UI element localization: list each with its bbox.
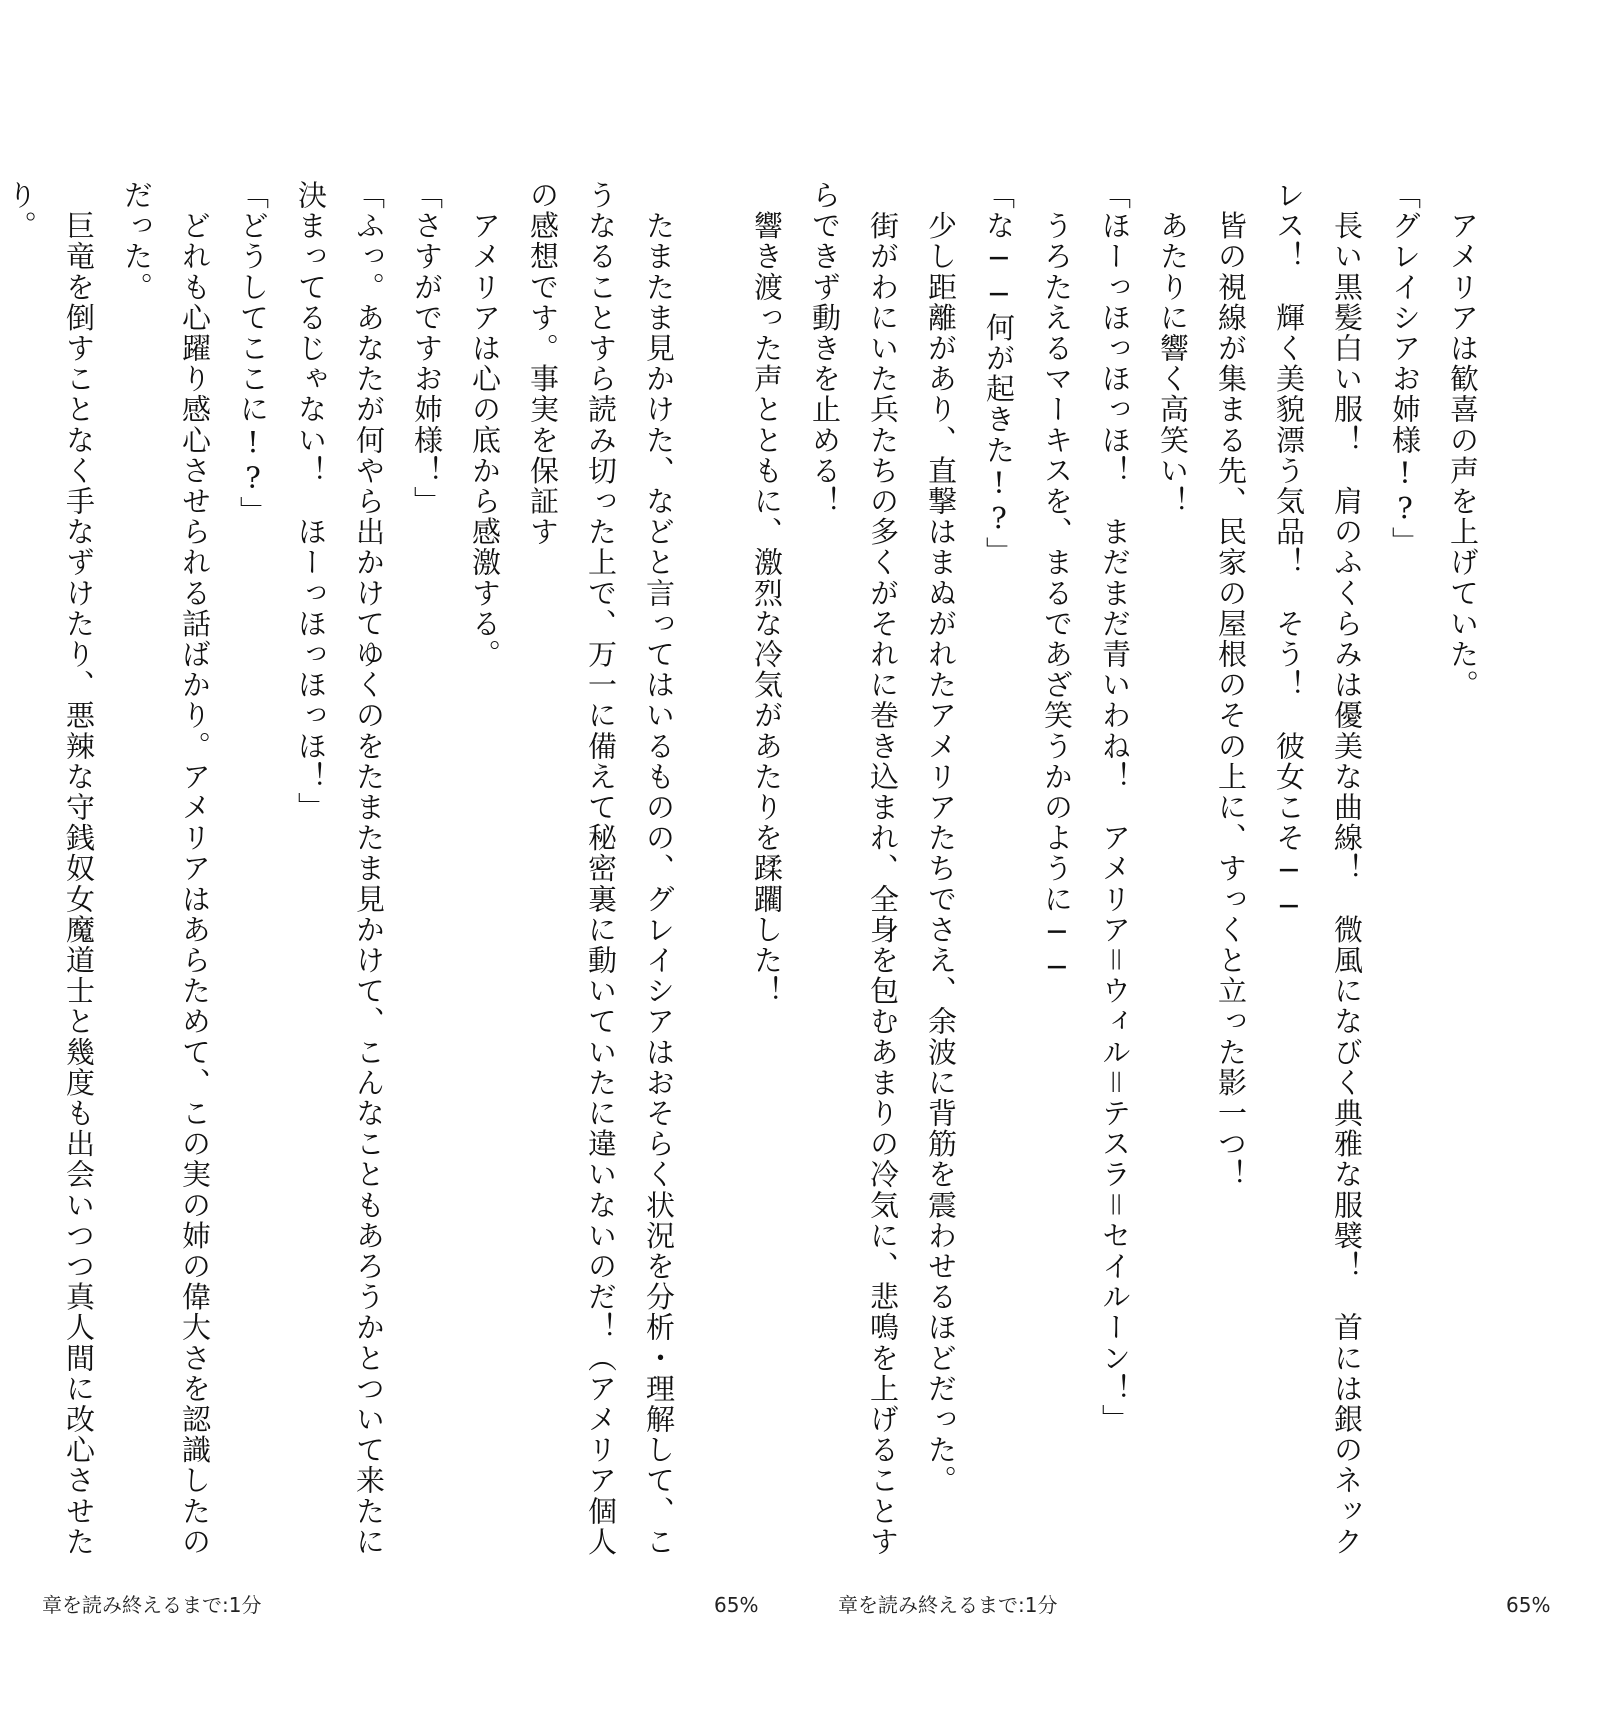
time-remaining-label: 章を読み終えるまで:1分 <box>838 1593 1058 1617</box>
paragraph: アメリアは歓喜の声を上げていた。 <box>1446 180 1480 701</box>
time-remaining-label: 章を読み終えるまで:1分 <box>42 1593 262 1617</box>
paragraph: 「ほーっほっほっほ！ まだまだ青いわね！ アメリア＝ウィル＝テスラ＝セイルーン！」 <box>1098 180 1132 1435</box>
paragraph: 長い黒髪白い服！ 肩のふくらみは優美な曲線！ 微風になびく典雅な服襞！ 首には銀のネックレス！ 輝く美貌漂う気品！ そう！ 彼女こそ── <box>1272 180 1364 1557</box>
paragraph: 「さすがですお姉様！」 <box>410 180 444 517</box>
paragraph: 「ふっ。あなたが何やら出かけてゆくのをたまたま見かけて、こんなこともあろうかとついて来たに決まってるじゃない！ ほーっほっほっほ！」 <box>294 180 386 1557</box>
progress-percent: 65% <box>714 1593 759 1617</box>
right-page-body <box>750 180 1492 1560</box>
paragraph: 街がわにいた兵たちの多くがそれに巻き込まれ、全身を包むあまりの冷気に、悲鳴を上げることすらできず動きを止める！ <box>808 180 900 1557</box>
paragraph: うろたえるマーキスを、まるであざ笑うかのように── <box>1040 180 1074 986</box>
paragraph: どれも心躍り感心させられる話ばかり。アメリアはあらためて、この実の姉の偉大さを認識したのだった。 <box>120 180 212 1557</box>
paragraph: 少し距離があり、直撃はまぬがれたアメリアたちでさえ、余波に背筋を震わせるほどだった。 <box>924 180 958 1496</box>
paragraph: 「な──何が起きた!?」 <box>982 180 1016 568</box>
paragraph: 響き渡った声とともに、激烈な冷気があたりを蹂躙した！ <box>750 180 784 1007</box>
paragraph: 「どうしてここに!?」 <box>236 180 270 527</box>
right-page[interactable] <box>750 0 1600 1734</box>
left-page-body <box>4 180 688 1560</box>
paragraph: 巨竜を倒すことなく手なずけたり、悪辣な守銭奴女魔道士と幾度も出会いつつ真人間に改心させたり。 <box>4 180 96 1557</box>
paragraph: たまたま見かけた、などと言ってはいるものの、グレイシアはおそらく状況を分析・理解して、こうなることすら読み切った上で、万一に備えて秘密裏に動いていたに違いないのだ！（アメリア個人の感想です。事実を保証す <box>526 180 676 1557</box>
paragraph: アメリアは心の底から感激する。 <box>468 180 502 670</box>
paragraph: 皆の視線が集まる先、民家の屋根のその上に、すっくと立った影一つ！ <box>1214 180 1248 1190</box>
progress-percent: 65% <box>1506 1593 1551 1617</box>
paragraph: 「グレイシアお姉様!?」 <box>1388 180 1422 558</box>
paragraph: あたりに響く高笑い！ <box>1156 180 1190 517</box>
